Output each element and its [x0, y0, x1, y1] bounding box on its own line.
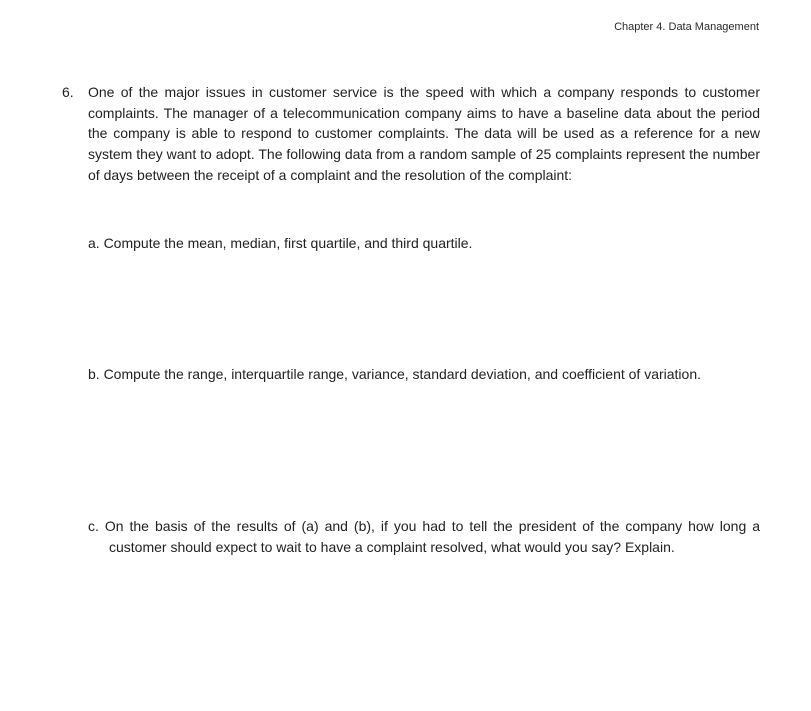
question-text: One of the major issues in customer service is the speed with which a company responds to customer complaints. The manager of a telecommunication company aims to have a baseline data about the period the company is able to respond to customer complaints. The data will be used as a reference for a new system they want to adopt. The following data from a random sample of 25 complaints represent the number of days between the receipt of a complaint and the resolution of the complaint:	[88, 84, 760, 183]
question-part-b: b. Compute the range, interquartile range, variance, standard deviation, and coefficient of variation.	[88, 366, 702, 382]
question-part-c: c. On the basis of the results of (a) and (b), if you had to tell the president of the company how long a customer should expect to wait to have a complaint resolved, what would you say? Explain.	[88, 518, 760, 555]
question-part-a: a. Compute the mean, median, first quartile, and third quartile.	[88, 235, 473, 251]
chapter-header: Chapter 4. Data Management	[614, 21, 759, 33]
question-number: 6.	[62, 84, 74, 100]
